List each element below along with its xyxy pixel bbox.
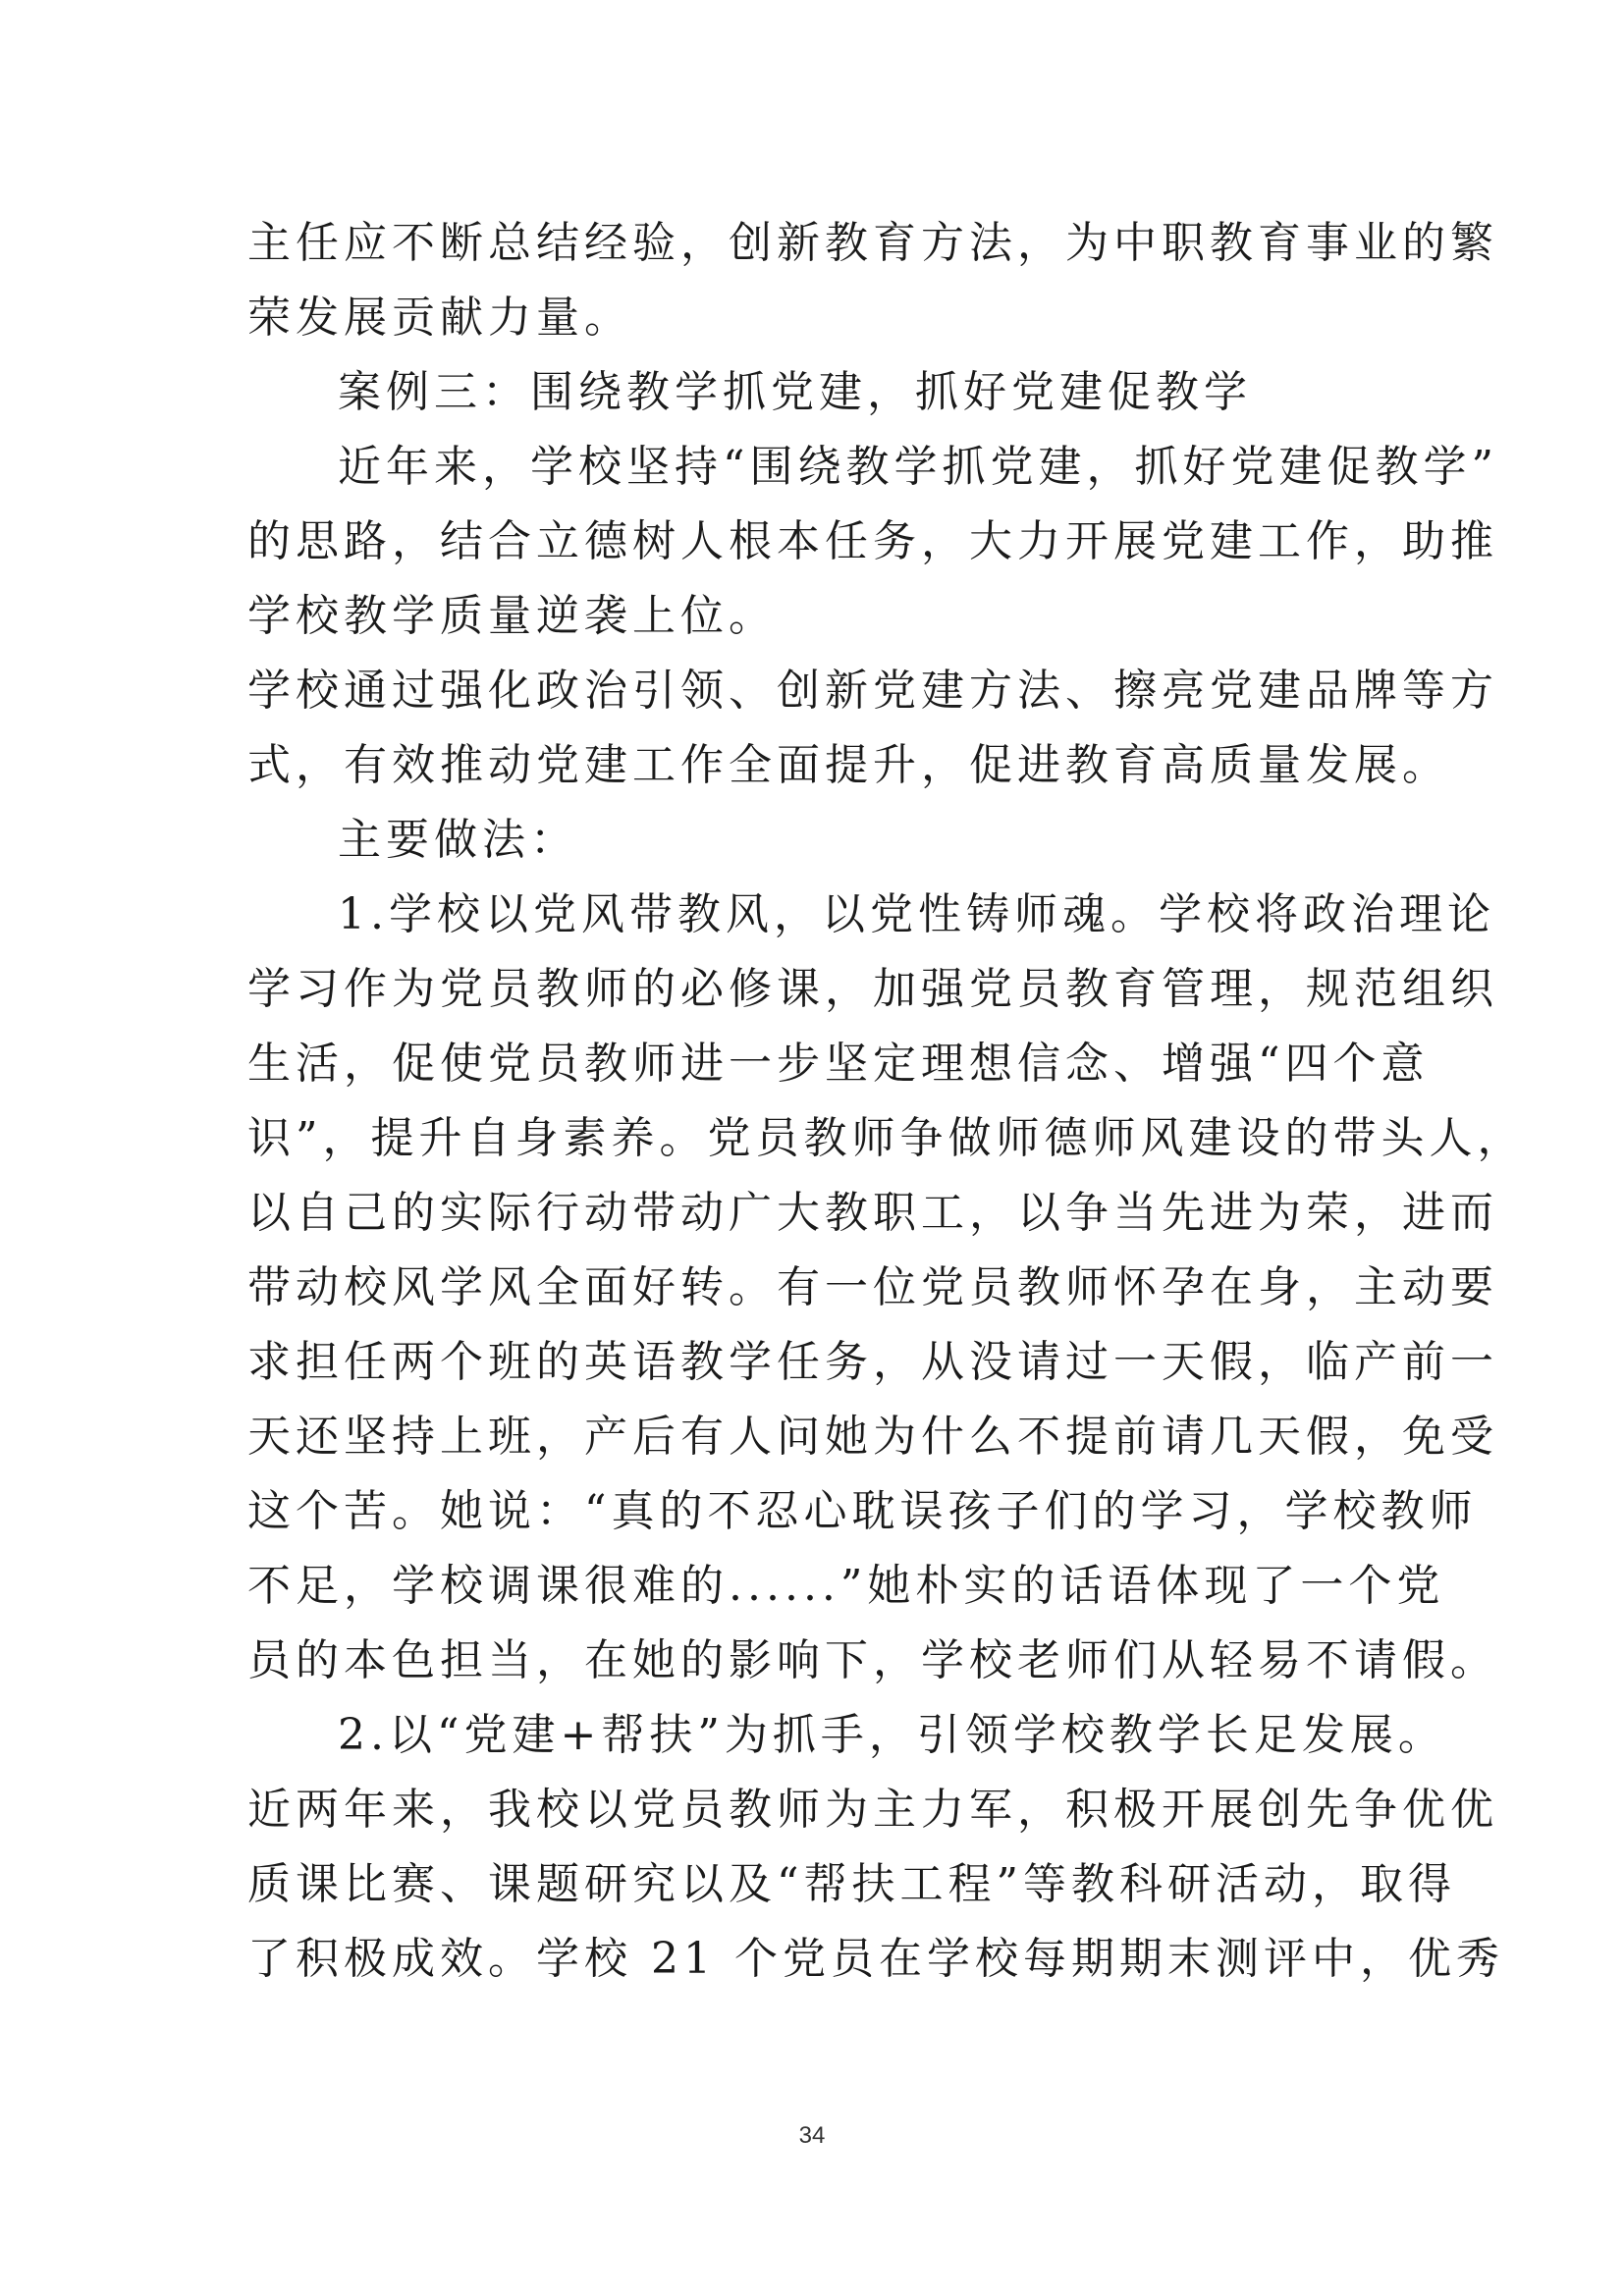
text-line: 生活，促使党员教师进一步坚定理想信念、增强“四个意 <box>247 1039 1430 1089</box>
text-line: 主任应不断总结经验，创新教育方法，为中职教育事业的繁 <box>247 218 1498 268</box>
text-line: 了积极成效。学校 21 个党员在学校每期期末测评中，优秀 <box>247 1934 1504 1984</box>
text-line: 不足，学校调课很难的......”她朴实的话语体现了一个党 <box>247 1561 1445 1611</box>
text-line: 主要做法： <box>338 815 578 865</box>
text-line: 天还坚持上班，产后有人问她为什么不提前请几天假，免受 <box>247 1412 1498 1462</box>
text-line: 荣发展贡献力量。 <box>247 293 632 343</box>
text-line: 质课比赛、课题研究以及“帮扶工程”等教科研活动，取得 <box>247 1859 1456 1909</box>
text-line: 近年来，学校坚持“围绕教学抓党建，抓好党建促教学” <box>338 442 1498 492</box>
text-line: 案例三：围绕教学抓党建，抓好党建促教学 <box>338 367 1252 417</box>
body-text <box>247 206 1526 1997</box>
text-line: 识”，提升自身素养。党员教师争做师德师风建设的带头人， <box>247 1113 1526 1163</box>
page-number: 34 <box>798 2122 826 2149</box>
text-line: 员的本色担当，在她的影响下，学校老师们从轻易不请假。 <box>247 1635 1498 1685</box>
text-line: 以自己的实际行动带动广大教职工，以争当先进为荣，进而 <box>247 1188 1498 1238</box>
text-line: 带动校风学风全面好转。有一位党员教师怀孕在身，主动要 <box>247 1262 1498 1312</box>
text-line: 学校通过强化政治引领、创新党建方法、擦亮党建品牌等方 <box>247 666 1498 716</box>
text-line: 学习作为党员教师的必修课，加强党员教育管理，规范组织 <box>247 964 1498 1014</box>
text-line: 近两年来，我校以党员教师为主力军，积极开展创先争优优 <box>247 1785 1498 1835</box>
text-line: 学校教学质量逆袭上位。 <box>247 591 777 641</box>
text-line: 式，有效推动党建工作全面提升，促进教育高质量发展。 <box>247 740 1450 790</box>
text-line: 求担任两个班的英语教学任务，从没请过一天假，临产前一 <box>247 1337 1498 1387</box>
text-line: 的思路，结合立德树人根本任务，大力开展党建工作，助推 <box>247 516 1498 566</box>
text-line: 1.学校以党风带教风，以党性铸师魂。学校将政治理论 <box>338 889 1495 939</box>
text-line: 2.以“党建+帮扶”为抓手，引领学校教学长足发展。 <box>338 1710 1446 1760</box>
text-line: 这个苦。她说：“真的不忍心耽误孩子们的学习，学校教师 <box>247 1486 1478 1536</box>
